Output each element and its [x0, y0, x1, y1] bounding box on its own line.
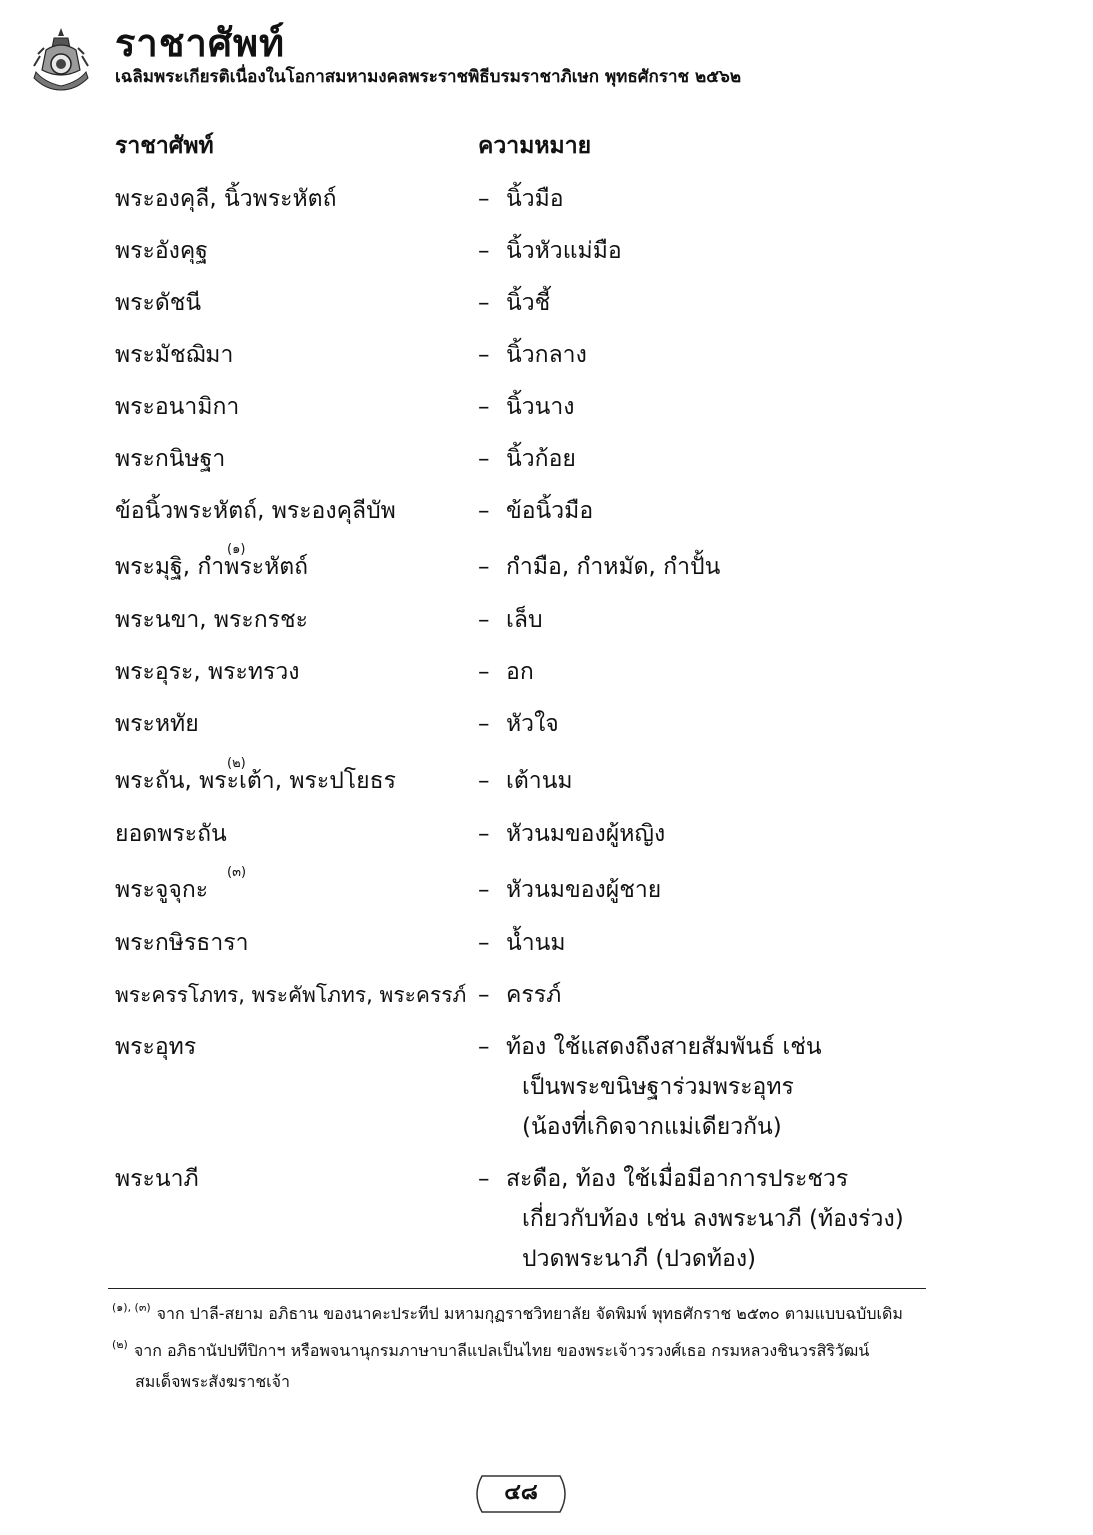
term-cell: พระอังคุฐ [115, 238, 208, 264]
term-cell: พระอุทร [115, 1034, 197, 1060]
footnote [112, 1302, 903, 1328]
column-header-term: ราชาศัพท์ [115, 133, 214, 159]
dash-separator: – [478, 711, 490, 737]
meaning-continuation: (น้องที่เกิดจากแม่เดียวกัน) [522, 1114, 782, 1140]
dash-separator: – [478, 659, 490, 685]
term-cell: พระนาภี [115, 1166, 199, 1192]
term-cell: พระองคุลี, นิ้วพระหัตถ์ [115, 186, 337, 212]
footnote-continuation: สมเด็จพระสังฆราชเจ้า [135, 1372, 290, 1391]
dash-separator: – [478, 238, 490, 264]
dash-separator: – [478, 1166, 490, 1192]
meaning-continuation: ปวดพระนาภี (ปวดท้อง) [522, 1246, 757, 1272]
royal-emblem-icon [30, 26, 92, 92]
dash-separator: – [478, 394, 490, 420]
term-cell: พระนขา, พระกรชะ [115, 607, 308, 633]
meaning-cell: ครรภ์ [506, 982, 562, 1008]
dash-separator: – [478, 290, 490, 316]
dash-separator: – [478, 498, 490, 524]
footnote-mark: (๒) [112, 1338, 128, 1351]
term-cell: ยอดพระถัน [115, 821, 227, 847]
page-number: ๔๘ [504, 1480, 538, 1505]
meaning-cell: หัวนมของผู้หญิง [506, 821, 666, 847]
dash-separator: – [478, 877, 490, 903]
header-title: ราชาศัพท์ [115, 21, 286, 65]
dash-separator: – [478, 821, 490, 847]
meaning-cell: นิ้วหัวแม่มือ [506, 238, 622, 264]
meaning-cell: หัวใจ [506, 711, 559, 737]
meaning-cell: ข้อนิ้วมือ [506, 498, 594, 524]
footnote-text: จาก อภิธานัปปทีปิกาฯ หรือพจนานุกรมภาษาบาลีแปลเป็นไทย ของพระเจ้าวรวงศ์เธอ กรมหลวงชินวรสิริวัฒน์ [133, 1341, 870, 1360]
dash-separator: – [478, 607, 490, 633]
term-cell: พระกนิษฐา [115, 446, 226, 472]
meaning-cell: กำมือ, กำหมัด, กำปั้น [506, 554, 721, 580]
meaning-cell: นิ้วก้อย [506, 446, 576, 472]
meaning-continuation: เกี่ยวกับท้อง เช่น ลงพระนาภี (ท้องร่วง) [522, 1206, 904, 1232]
meaning-cell: นิ้วชี้ [506, 290, 551, 316]
footnote-divider [108, 1288, 926, 1289]
term-cell: พระมัชฌิมา [115, 342, 234, 368]
meaning-cell: หัวนมของผู้ชาย [506, 877, 662, 903]
term-cell: พระดัชนี [115, 290, 202, 316]
meaning-cell: เล็บ [506, 607, 543, 633]
dash-separator: – [478, 186, 490, 212]
header-subtitle: เฉลิมพระเกียรติเนื่องในโอกาสมหามงคลพระราชพิธีบรมราชาภิเษก พุทธศักราช ๒๕๖๒ [115, 67, 742, 87]
meaning-cell: น้ำนม [506, 930, 566, 956]
meaning-cell: เต้านม [506, 768, 573, 794]
meaning-cell: นิ้วกลาง [506, 342, 587, 368]
term-cell: พระครรโภทร, พระคัพโภทร, พระครรภ์ [115, 983, 467, 1007]
footnote-text: จาก ปาลี-สยาม อภิธาน ของนาคะประทีป มหามกุฏราชวิทยาลัย จัดพิมพ์ พุทธศักราช ๒๕๓๐ ตามแบบฉบับเดิม [156, 1304, 903, 1323]
column-header-meaning: ความหมาย [478, 133, 592, 159]
term-text: พระถัน, พระเต้า, พระปโยธร [115, 768, 397, 794]
dash-separator: – [478, 930, 490, 956]
meaning-cell: นิ้วนาง [506, 394, 575, 420]
meaning-continuation: เป็นพระขนิษฐาร่วมพระอุทร [522, 1074, 794, 1100]
term-cell: พระกษิรธารา [115, 930, 249, 956]
term-cell: พระหทัย [115, 711, 199, 737]
dash-separator: – [478, 342, 490, 368]
term-cell: พระมุฐิ (๑) , กำพระหัตถ์ [115, 542, 309, 580]
term-cell: พระอนามิกา [115, 394, 240, 420]
term-text: พระจูจุกะ [115, 877, 209, 903]
meaning-cell: อก [506, 659, 534, 685]
term-cell: พระจูจุกะ (๓) [115, 865, 247, 903]
dash-separator: – [478, 982, 490, 1008]
dash-separator: – [478, 554, 490, 580]
term-text: , กำพระหัตถ์ [182, 554, 309, 580]
term-cell: ข้อนิ้วพระหัตถ์, พระองคุลีบัพ [115, 498, 396, 524]
dash-separator: – [478, 768, 490, 794]
footnote-mark: (๑), (๓) [112, 1301, 151, 1314]
term-cell: พระถัน, พระเต้า, พระปโยธร (๒) [115, 756, 397, 794]
term-text: พระมุฐิ [115, 554, 183, 580]
footnote [112, 1339, 869, 1365]
meaning-cell: นิ้วมือ [506, 186, 564, 212]
dash-separator: – [478, 446, 490, 472]
term-cell: พระอุระ, พระทรวง [115, 659, 300, 685]
meaning-cell: สะดือ, ท้อง ใช้เมื่อมีอาการประชวร [506, 1166, 849, 1192]
meaning-cell: ท้อง ใช้แสดงถึงสายสัมพันธ์ เช่น [506, 1034, 822, 1060]
dash-separator: – [478, 1034, 490, 1060]
